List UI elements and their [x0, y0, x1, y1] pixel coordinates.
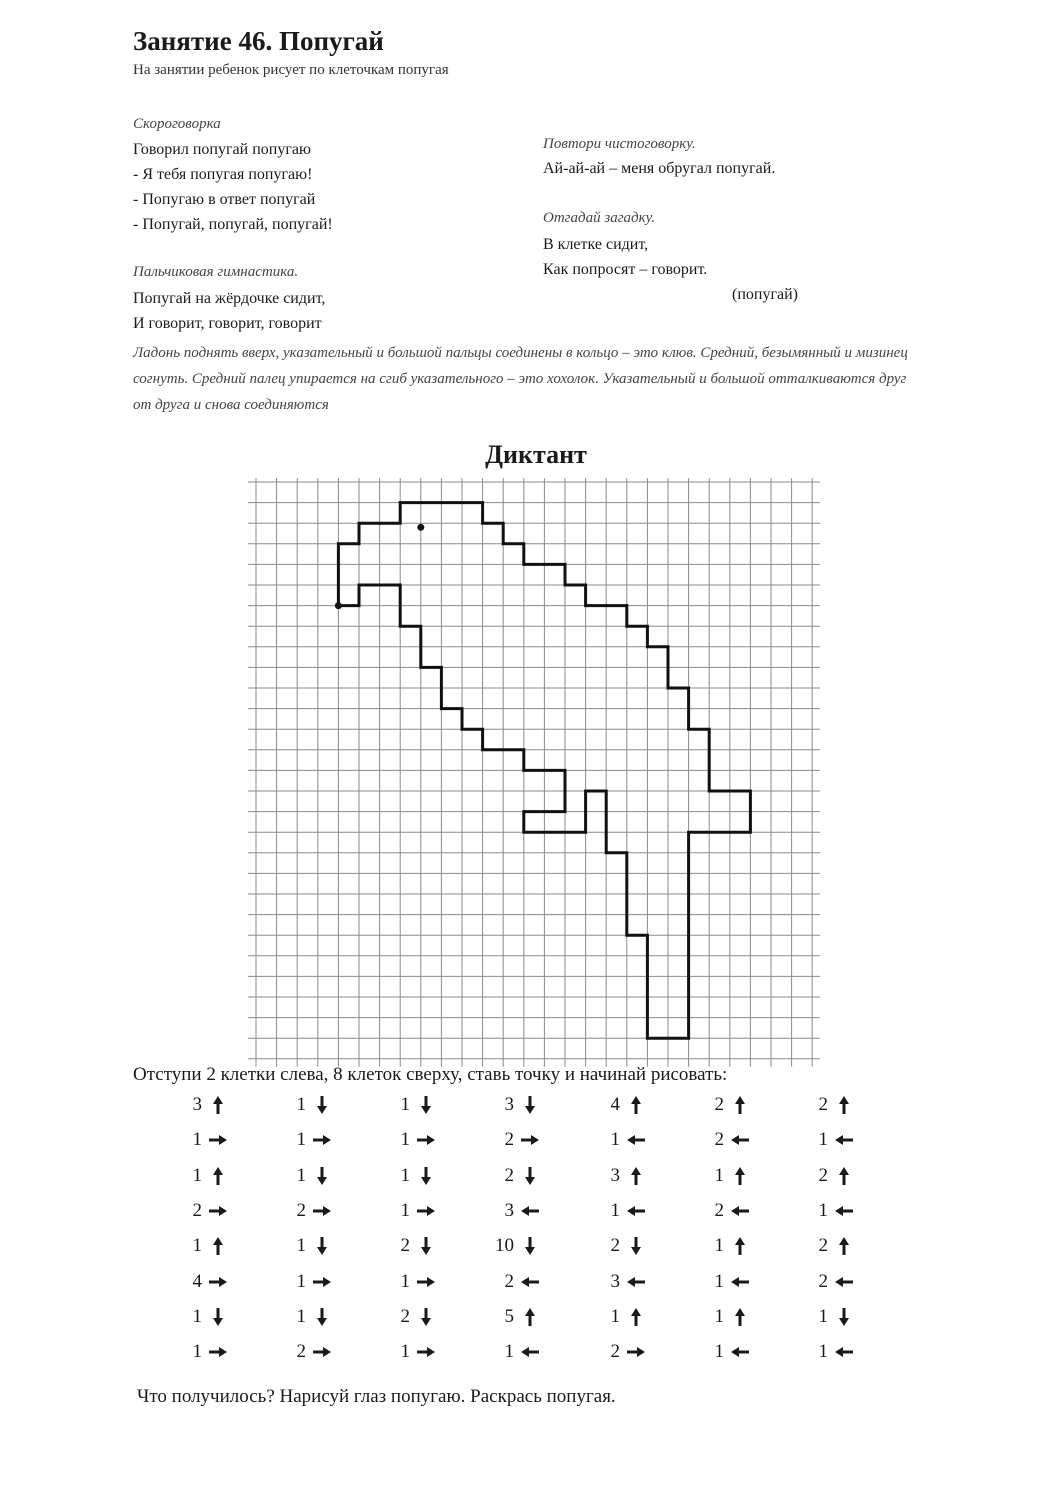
- step-count: 2: [818, 1094, 828, 1115]
- dictation-step: [586, 1090, 656, 1120]
- step-count: 3: [192, 1094, 202, 1115]
- arrow-right-icon: [310, 1340, 334, 1364]
- page-subtitle: На занятии ребенок рисует по клеточкам попугая: [133, 62, 449, 78]
- tongue-twister-line: - Попугаю в ответ попугай: [133, 191, 316, 208]
- step-count: 1: [818, 1129, 828, 1151]
- step-count: 1: [192, 1341, 202, 1363]
- step-count: 1: [296, 1164, 306, 1186]
- dictation-grid: [248, 478, 820, 1067]
- dictation-step: [376, 1090, 446, 1120]
- arrow-left-icon: [728, 1270, 752, 1294]
- step-count: 1: [296, 1129, 306, 1151]
- step-count: 1: [714, 1164, 724, 1186]
- step-count: 1: [400, 1094, 410, 1115]
- dictation-step: [480, 1337, 550, 1367]
- repeat-title: Повтори чистоговорку.: [543, 136, 696, 152]
- step-count: 2: [714, 1129, 724, 1151]
- dictation-step: [794, 1302, 864, 1332]
- dictation-step: [690, 1337, 760, 1367]
- step-count: 1: [296, 1305, 306, 1327]
- step-count: 3: [504, 1094, 514, 1115]
- arrow-up-icon: [518, 1305, 542, 1329]
- arrow-left-icon: [728, 1128, 752, 1152]
- arrow-left-icon: [624, 1199, 648, 1223]
- arrow-down-icon: [518, 1093, 542, 1117]
- dictation-step: [480, 1125, 550, 1155]
- dictation-step: [586, 1161, 656, 1191]
- dictation-step: [586, 1267, 656, 1297]
- dictation-step: [272, 1161, 342, 1191]
- step-count: 1: [610, 1305, 620, 1327]
- start-dot: [335, 602, 342, 609]
- dictation-step: [272, 1302, 342, 1332]
- arrow-down-icon: [414, 1164, 438, 1188]
- dictation-step: [376, 1231, 446, 1261]
- step-count: 3: [504, 1199, 514, 1221]
- riddle-line: Как попросят – говорит.: [543, 261, 708, 278]
- step-count: 1: [610, 1199, 620, 1221]
- tongue-twister-line: Говорил попугай попугаю: [133, 141, 311, 158]
- step-count: 2: [296, 1199, 306, 1221]
- arrow-up-icon: [206, 1234, 230, 1258]
- step-count: 4: [610, 1094, 620, 1115]
- arrow-right-icon: [414, 1128, 438, 1152]
- step-count: 5: [504, 1305, 514, 1327]
- dictation-step: [690, 1161, 760, 1191]
- step-count: 2: [400, 1235, 410, 1257]
- arrow-left-icon: [728, 1199, 752, 1223]
- arrow-right-icon: [414, 1270, 438, 1294]
- step-count: 1: [400, 1341, 410, 1363]
- arrow-right-icon: [206, 1199, 230, 1223]
- dictation-step: [168, 1090, 238, 1120]
- step-count: 2: [818, 1164, 828, 1186]
- dictation-step: [168, 1337, 238, 1367]
- dictation-step: [794, 1231, 864, 1261]
- dictation-step: [168, 1125, 238, 1155]
- dictation-step: [168, 1161, 238, 1191]
- arrow-up-icon: [206, 1164, 230, 1188]
- dictation-step: [168, 1231, 238, 1261]
- arrow-down-icon: [310, 1093, 334, 1117]
- dictation-step: [376, 1337, 446, 1367]
- step-count: 10: [495, 1235, 514, 1257]
- step-count: 1: [714, 1341, 724, 1363]
- dictation-step: [480, 1161, 550, 1191]
- step-count: 1: [296, 1094, 306, 1115]
- step-count: 1: [714, 1305, 724, 1327]
- dictation-instruction: Отступи 2 клетки слева, 8 клеток сверху, ставь точку и начинай рисовать:: [133, 1064, 728, 1085]
- dictation-step: [690, 1125, 760, 1155]
- parrot-eye-dot: [417, 524, 424, 531]
- step-count: 3: [610, 1270, 620, 1292]
- arrow-left-icon: [832, 1270, 856, 1294]
- dictation-heading: Диктант: [485, 440, 587, 469]
- arrow-down-icon: [414, 1093, 438, 1117]
- arrow-down-icon: [206, 1305, 230, 1329]
- arrow-up-icon: [624, 1305, 648, 1329]
- dictation-step: [586, 1231, 656, 1261]
- tongue-twister-line: - Я тебя попугая попугаю!: [133, 166, 313, 183]
- riddle-title: Отгадай загадку.: [543, 210, 656, 226]
- riddle-answer: (попугай): [732, 286, 799, 303]
- dictation-step: [480, 1231, 550, 1261]
- arrow-left-icon: [518, 1270, 542, 1294]
- dictation-step: [586, 1337, 656, 1367]
- step-count: 2: [504, 1129, 514, 1151]
- step-count: 1: [714, 1270, 724, 1292]
- riddle-line: В клетке сидит,: [543, 236, 649, 253]
- arrow-right-icon: [414, 1199, 438, 1223]
- step-count: 2: [504, 1270, 514, 1292]
- dictation-step: [376, 1302, 446, 1332]
- arrow-left-icon: [832, 1340, 856, 1364]
- dictation-step: [690, 1267, 760, 1297]
- arrow-up-icon: [832, 1093, 856, 1117]
- dictation-step: [586, 1196, 656, 1226]
- arrow-down-icon: [624, 1234, 648, 1258]
- arrow-down-icon: [414, 1234, 438, 1258]
- step-count: 1: [818, 1341, 828, 1363]
- tongue-twister-line: - Попугай, попугай, попугай!: [133, 216, 333, 233]
- arrow-down-icon: [310, 1305, 334, 1329]
- finger-gym-line: Попугай на жёрдочке сидит,: [133, 290, 326, 307]
- step-count: 2: [296, 1341, 306, 1363]
- arrow-right-icon: [310, 1199, 334, 1223]
- dictation-step: [690, 1196, 760, 1226]
- step-count: 2: [610, 1341, 620, 1363]
- finger-gym-title: Пальчиковая гимнастика.: [133, 264, 299, 280]
- step-count: 2: [610, 1235, 620, 1257]
- step-count: 2: [818, 1235, 828, 1257]
- arrow-right-icon: [518, 1128, 542, 1152]
- arrow-right-icon: [206, 1128, 230, 1152]
- arrow-left-icon: [624, 1270, 648, 1294]
- arrow-right-icon: [310, 1128, 334, 1152]
- tongue-twister-title: Скороговорка: [133, 116, 221, 132]
- step-count: 1: [192, 1305, 202, 1327]
- dictation-step: [168, 1267, 238, 1297]
- step-count: 1: [296, 1235, 306, 1257]
- arrow-up-icon: [728, 1164, 752, 1188]
- step-count: 1: [400, 1270, 410, 1292]
- dictation-step: [272, 1231, 342, 1261]
- arrow-left-icon: [518, 1340, 542, 1364]
- arrow-right-icon: [206, 1340, 230, 1364]
- dictation-step: [794, 1337, 864, 1367]
- arrow-up-icon: [728, 1234, 752, 1258]
- dictation-step: [272, 1337, 342, 1367]
- step-count: 2: [818, 1270, 828, 1292]
- step-count: 2: [400, 1305, 410, 1327]
- arrow-left-icon: [624, 1128, 648, 1152]
- final-question: Что получилось? Нарисуй глаз попугаю. Раскрась попугая.: [137, 1386, 616, 1407]
- dictation-step: [376, 1161, 446, 1191]
- dictation-step: [690, 1302, 760, 1332]
- arrow-right-icon: [624, 1340, 648, 1364]
- dictation-step: [272, 1125, 342, 1155]
- step-count: 3: [610, 1164, 620, 1186]
- arrow-down-icon: [310, 1164, 334, 1188]
- step-count: 1: [714, 1235, 724, 1257]
- dictation-step: [794, 1267, 864, 1297]
- step-count: 2: [192, 1199, 202, 1221]
- step-count: 1: [296, 1270, 306, 1292]
- step-count: 1: [610, 1129, 620, 1151]
- step-count: 2: [714, 1094, 724, 1115]
- dictation-step: [272, 1090, 342, 1120]
- dictation-step: [376, 1196, 446, 1226]
- arrow-right-icon: [310, 1270, 334, 1294]
- arrow-right-icon: [414, 1340, 438, 1364]
- arrow-up-icon: [728, 1093, 752, 1117]
- finger-gym-description: Ладонь поднять вверх, указательный и большой пальцы соединены в кольцо – это клюв. Средний, безымянный и мизинец согнуть. Средний палец упирается на сгиб указательного – это хохолок. Указательный и большой отталкиваются друг от друга и снова соединяются: [133, 345, 908, 413]
- finger-gym-line: И говорит, говорит, говорит: [133, 315, 322, 332]
- arrow-up-icon: [624, 1093, 648, 1117]
- dictation-step: [794, 1125, 864, 1155]
- arrow-up-icon: [206, 1093, 230, 1117]
- arrow-left-icon: [832, 1199, 856, 1223]
- dictation-step: [272, 1196, 342, 1226]
- arrow-up-icon: [624, 1164, 648, 1188]
- dictation-step: [690, 1090, 760, 1120]
- arrow-up-icon: [728, 1305, 752, 1329]
- step-count: 1: [192, 1129, 202, 1151]
- dictation-step: [272, 1267, 342, 1297]
- arrow-left-icon: [832, 1128, 856, 1152]
- arrow-down-icon: [832, 1305, 856, 1329]
- dictation-step: [480, 1302, 550, 1332]
- dictation-step: [168, 1302, 238, 1332]
- step-count: 1: [400, 1164, 410, 1186]
- dictation-step: [586, 1302, 656, 1332]
- arrow-up-icon: [832, 1234, 856, 1258]
- dictation-step: [794, 1196, 864, 1226]
- step-count: 2: [714, 1199, 724, 1221]
- repeat-line: Ай-ай-ай – меня обругал попугай.: [543, 160, 776, 177]
- step-count: 1: [818, 1199, 828, 1221]
- step-count: 4: [192, 1270, 202, 1292]
- step-count: 1: [504, 1341, 514, 1363]
- step-count: 1: [400, 1129, 410, 1151]
- page-title: Занятие 46. Попугай: [133, 26, 384, 56]
- dictation-step: [480, 1090, 550, 1120]
- dictation-step: [480, 1267, 550, 1297]
- step-count: 1: [192, 1235, 202, 1257]
- dictation-step: [376, 1267, 446, 1297]
- arrow-left-icon: [518, 1199, 542, 1223]
- step-count: 1: [400, 1199, 410, 1221]
- arrow-down-icon: [518, 1164, 542, 1188]
- dictation-step: [376, 1125, 446, 1155]
- arrow-down-icon: [414, 1305, 438, 1329]
- arrow-down-icon: [310, 1234, 334, 1258]
- dictation-step: [586, 1125, 656, 1155]
- dictation-step: [690, 1231, 760, 1261]
- arrow-left-icon: [728, 1340, 752, 1364]
- arrow-right-icon: [206, 1270, 230, 1294]
- dictation-step: [168, 1196, 238, 1226]
- step-count: 1: [818, 1305, 828, 1327]
- arrow-up-icon: [832, 1164, 856, 1188]
- step-count: 2: [504, 1164, 514, 1186]
- arrow-down-icon: [518, 1234, 542, 1258]
- dictation-step: [480, 1196, 550, 1226]
- dictation-step: [794, 1090, 864, 1120]
- dictation-step: [794, 1161, 864, 1191]
- step-count: 1: [192, 1164, 202, 1186]
